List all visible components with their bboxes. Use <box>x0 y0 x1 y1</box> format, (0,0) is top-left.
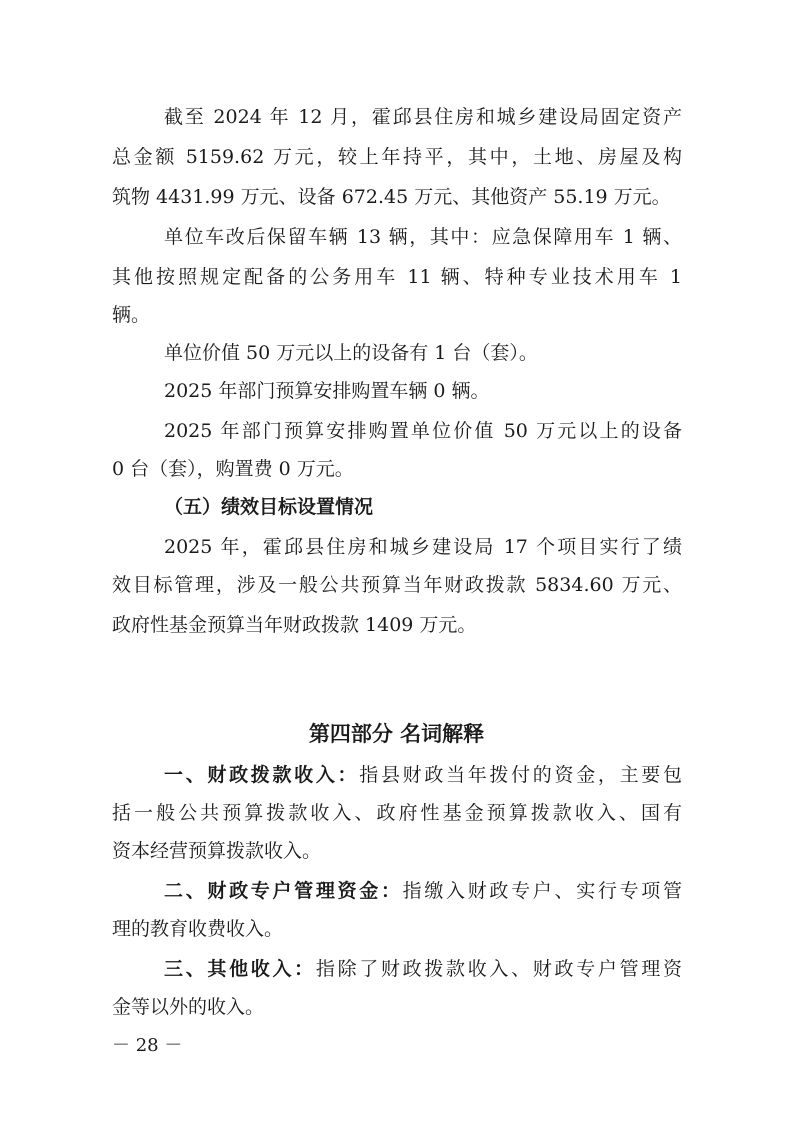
page-number: － 28 － <box>112 1035 183 1056</box>
performance-paragraph-line: 政府性基金预算当年财政拨款 1409 万元。 <box>112 614 477 636</box>
term-definition-text: 指除了财政拨款收入、财政专户管理资 <box>315 958 682 980</box>
performance-paragraph-line: 2025 年，霍邱县住房和城乡建设局 17 个项目实行了绩 <box>164 536 682 558</box>
vehicles-paragraph-line: 辆。 <box>112 304 151 326</box>
term-definition-line: 资本经营预算拨款收入。 <box>112 840 322 862</box>
term-label: 二、财政专户管理资金： <box>164 880 403 902</box>
term-definition-line: 金等以外的收入。 <box>112 996 265 1018</box>
term-label: 一、财政拨款收入： <box>164 764 360 786</box>
term-label: 三、其他收入： <box>164 958 316 980</box>
term-definition-line: 括一般公共预算拨款收入、政府性基金预算拨款收入、国有 <box>112 802 682 824</box>
performance-heading: （五）绩效目标设置情况 <box>164 496 374 518</box>
assets-paragraph-line: 截至 2024 年 12 月，霍邱县住房和城乡建设局固定资产 <box>164 106 682 128</box>
term-definition-line <box>164 956 682 982</box>
equipment-paragraph: 单位价值 50 万元以上的设备有 1 台（套）。 <box>164 342 538 364</box>
vehicles-paragraph-line: 单位车改后保留车辆 13 辆，其中：应急保障用车 1 辆、 <box>164 226 682 248</box>
performance-paragraph-line: 效目标管理，涉及一般公共预算当年财政拨款 5834.60 万元、 <box>112 574 682 596</box>
term-definition-line <box>164 762 682 788</box>
assets-paragraph-line: 筑物 4431.99 万元、设备 672.45 万元、其他资产 55.19 万元。 <box>112 186 671 208</box>
equipment-purchase-paragraph-line: 0 台（套），购置费 0 万元。 <box>112 458 354 480</box>
term-definition-line <box>164 878 682 904</box>
term-definition-text: 指县财政当年拨付的资金，主要包 <box>359 764 682 786</box>
equipment-purchase-paragraph-line: 2025 年部门预算安排购置单位价值 50 万元以上的设备 <box>164 420 682 442</box>
vehicles-paragraph-line: 其他按照规定配备的公务用车 11 辆、特种专业技术用车 1 <box>112 266 682 288</box>
section-title: 第四部分 名词解释 <box>308 722 485 746</box>
term-definition-line: 理的教育收费收入。 <box>112 918 284 940</box>
term-definition-text: 指缴入财政专户、实行专项管 <box>402 880 682 902</box>
vehicle-purchase-paragraph: 2025 年部门预算安排购置车辆 0 辆。 <box>164 380 490 402</box>
assets-paragraph-line: 总金额 5159.62 万元，较上年持平，其中，土地、房屋及构 <box>112 146 682 168</box>
